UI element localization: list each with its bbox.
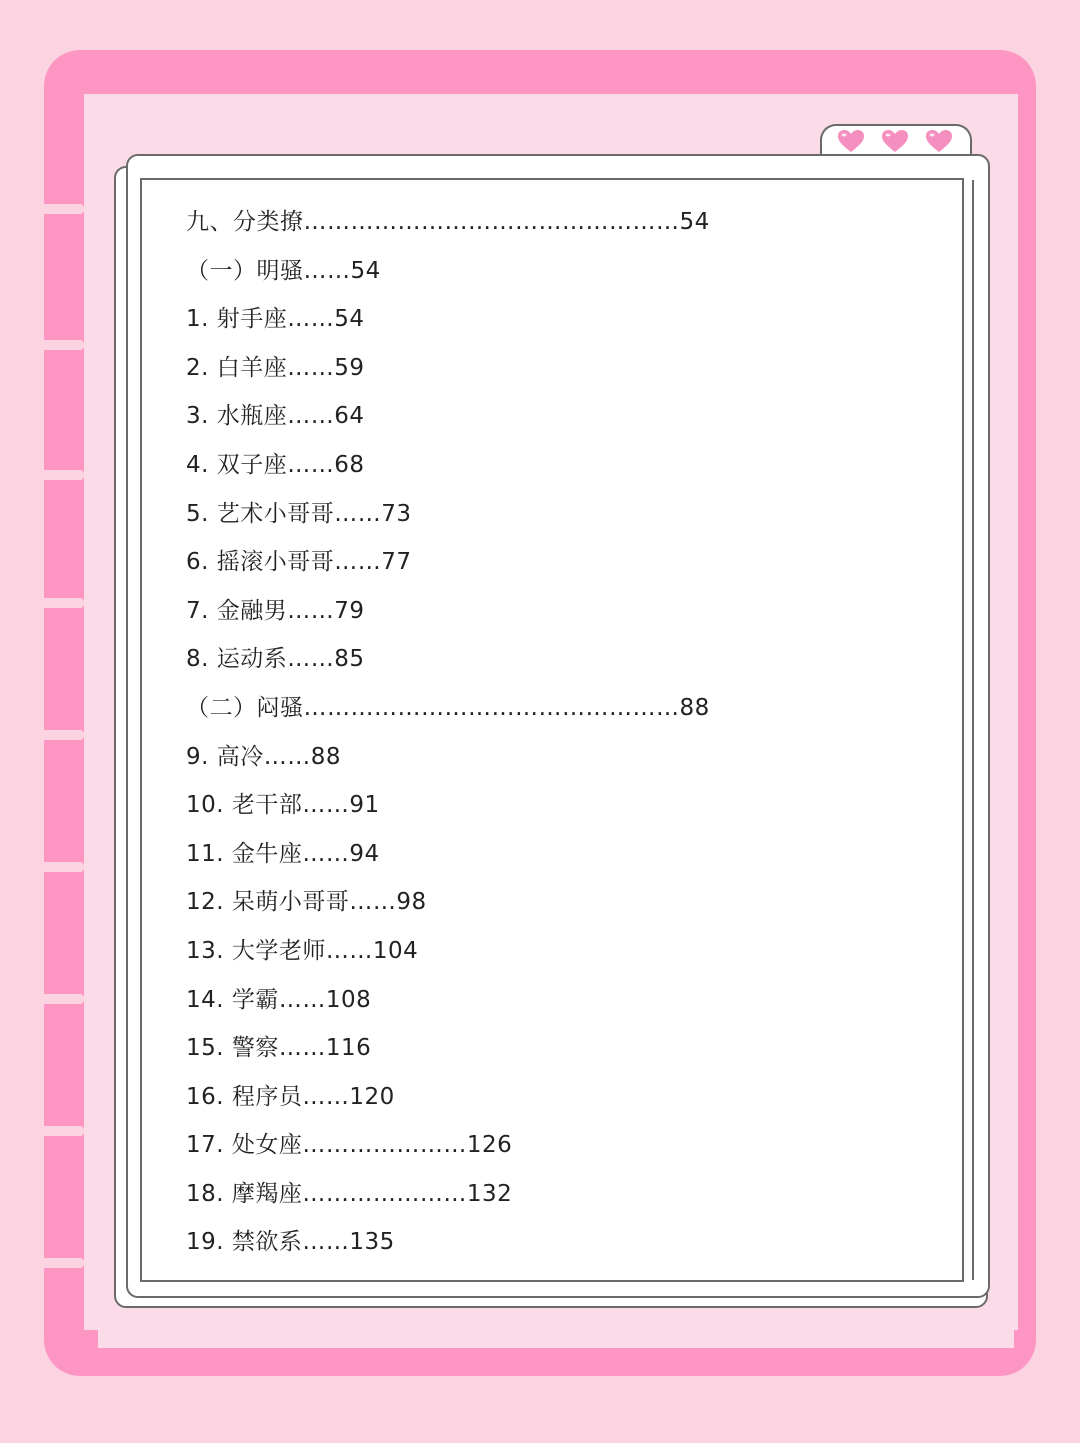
binder-ring <box>44 204 84 214</box>
toc-item: 6. 摇滚小哥哥……77 <box>186 549 412 576</box>
toc-item: 9. 高冷……88 <box>186 743 342 770</box>
toc-item: 2. 白羊座……59 <box>186 354 365 381</box>
toc-item: 19. 禁欲系……135 <box>186 1229 395 1256</box>
toc-item: 13. 大学老师……104 <box>186 937 419 964</box>
toc-item: 17. 处女座…………………126 <box>186 1132 513 1159</box>
toc-item: 3. 水瓶座……64 <box>186 403 365 430</box>
toc-item: 4. 双子座……68 <box>186 451 365 478</box>
toc-section-heading: （一）明骚……54 <box>186 257 381 284</box>
binder-ring <box>44 340 84 350</box>
toc-item: 10. 老干部……91 <box>186 792 380 819</box>
heart-icon <box>836 128 866 154</box>
toc-item: 14. 学霸……108 <box>186 986 372 1013</box>
toc-item: 11. 金牛座……94 <box>186 840 380 867</box>
binder-ring <box>44 862 84 872</box>
binder-ring <box>44 470 84 480</box>
toc-chapter-heading: 九、分类撩…………………………………………54 <box>186 209 710 235</box>
binder-ring <box>44 730 84 740</box>
toc-item: 7. 金融男……79 <box>186 597 365 624</box>
heart-icon <box>924 128 954 154</box>
toc-item: 5. 艺术小哥哥……73 <box>186 500 412 527</box>
toc-item: 18. 摩羯座…………………132 <box>186 1180 513 1207</box>
toc-item: 12. 呆萌小哥哥……98 <box>186 889 427 916</box>
table-of-contents <box>186 198 906 1267</box>
toc-item: 15. 警察……116 <box>186 1035 372 1062</box>
binder-ring <box>44 1258 84 1268</box>
binder-ring <box>44 994 84 1004</box>
heart-icon <box>880 128 910 154</box>
toc-section-heading: （二）闷骚…………………………………………88 <box>186 694 710 721</box>
toc-item: 1. 射手座……54 <box>186 306 365 333</box>
binder-ring <box>44 1126 84 1136</box>
toc-item: 8. 运动系……85 <box>186 646 365 673</box>
toc-item: 16. 程序员……120 <box>186 1083 395 1110</box>
binder-ring <box>44 598 84 608</box>
binder-bottom-strip <box>98 1330 1014 1348</box>
